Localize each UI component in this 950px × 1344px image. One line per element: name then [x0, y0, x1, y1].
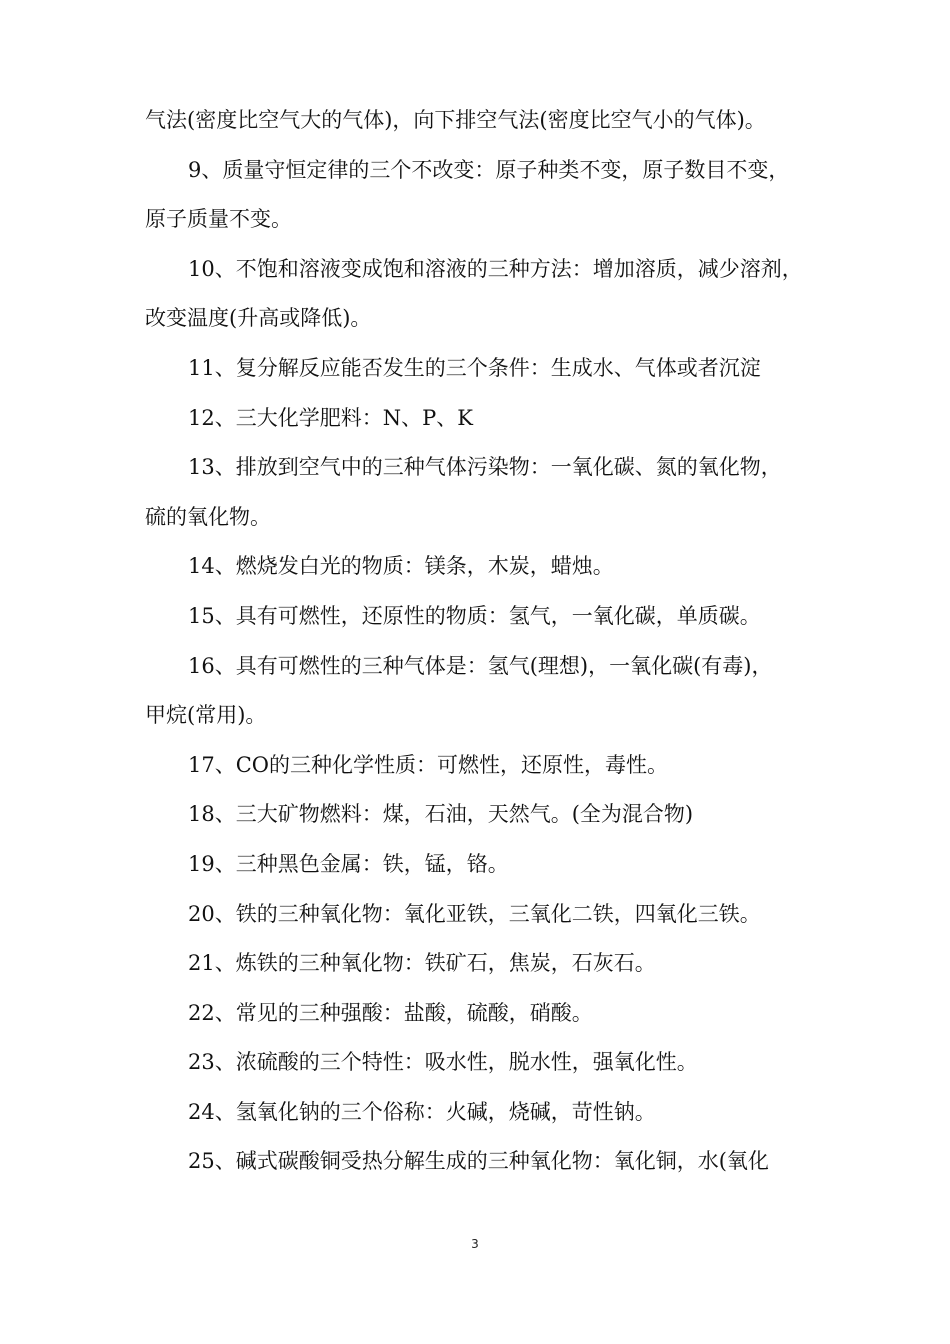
text-line: 10、不饱和溶液变成饱和溶液的三种方法：增加溶质，减少溶剂，: [188, 256, 803, 281]
text-line: 16、具有可燃性的三种气体是：氢气(理想)，一氧化碳(有毒)，: [188, 653, 773, 678]
text-line: 19、三种黑色金属：铁，锰，铬。: [188, 851, 509, 876]
text-line: 9、质量守恒定律的三个不改变：原子种类不变，原子数目不变，: [188, 157, 790, 182]
text-line: 21、炼铁的三种氧化物：铁矿石，焦炭，石灰石。: [188, 951, 656, 976]
text-line: 25、碱式碳酸铜受热分解生成的三种氧化物：氧化铜，水(氧化: [188, 1149, 769, 1174]
text-line: 11、复分解反应能否发生的三个条件：生成水、气体或者沉淀: [188, 355, 761, 380]
text-line: 17、CO的三种化学性质：可燃性，还原性，毒性。: [188, 752, 669, 777]
text-line: 14、燃烧发白光的物质：镁条，木炭，蜡烛。: [188, 554, 614, 579]
text-line: 甲烷(常用)。: [145, 703, 267, 728]
text-line: 22、常见的三种强酸：盐酸，硫酸，硝酸。: [188, 1000, 593, 1025]
text-line: 20、铁的三种氧化物：氧化亚铁，三氧化二铁，四氧化三铁。: [188, 901, 761, 926]
document-body: [145, 102, 813, 1193]
text-line: 气法(密度比空气大的气体)，向下排空气法(密度比空气小的气体)。: [145, 108, 766, 132]
text-line: 12、三大化学肥料：N、P、K: [188, 405, 473, 430]
text-line: 原子质量不变。: [145, 207, 292, 232]
text-line: 硫的氧化物。: [145, 504, 271, 529]
text-line: 24、氢氧化钠的三个俗称：火碱，烧碱，苛性钠。: [188, 1099, 656, 1124]
text-line: 改变温度(升高或降低)。: [145, 306, 372, 331]
text-line: 13、排放到空气中的三种气体污染物：一氧化碳、氮的氧化物，: [188, 455, 782, 480]
text-line: 18、三大矿物燃料：煤，石油，天然气。(全为混合物): [188, 802, 694, 827]
text-line: 23、浓硫酸的三个特性：吸水性，脱水性，强氧化性。: [188, 1050, 698, 1075]
page-number: 3: [471, 1237, 479, 1251]
text-line: 15、具有可燃性，还原性的物质：氢气，一氧化碳，单质碳。: [188, 603, 761, 628]
